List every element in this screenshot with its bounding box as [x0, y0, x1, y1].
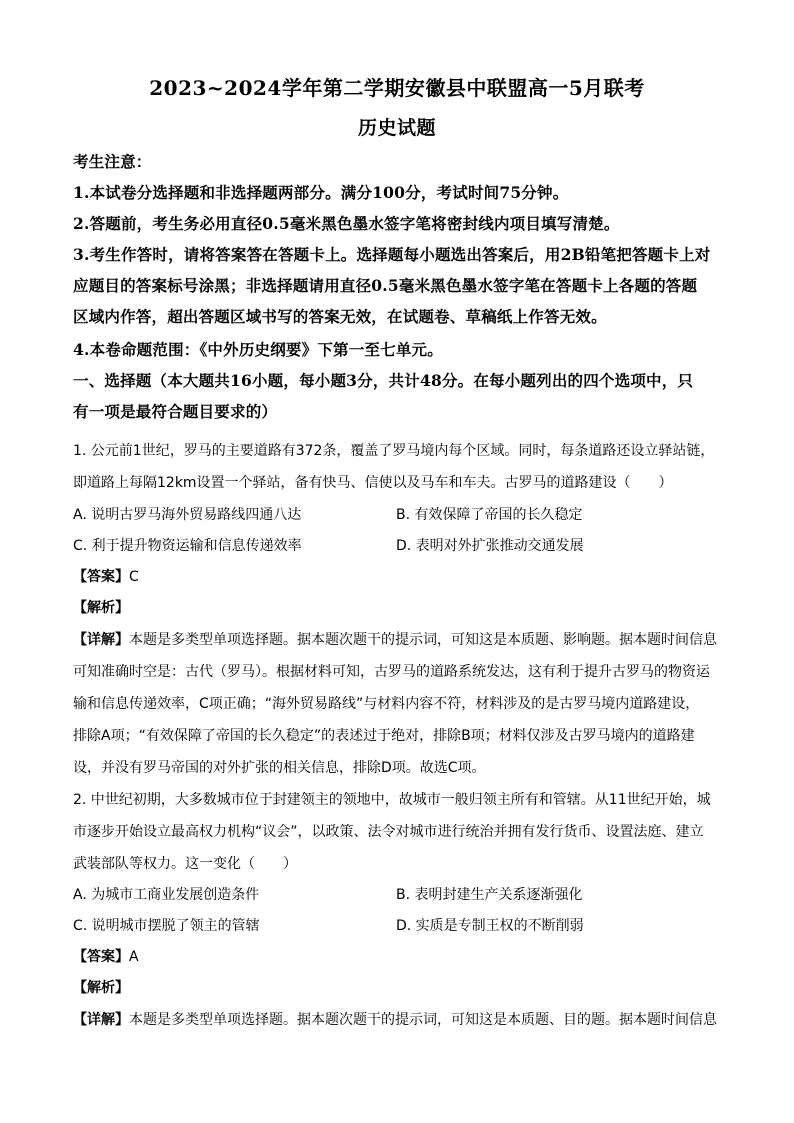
- detail-text: 本题是多类型单项选择题。据本题次题干的提示词，可知这是本质题、影响题。据本题时间信息: [129, 632, 717, 648]
- q2-stem: 市逐步开始设立最高权力机构“议会”，以政策、法令对城市进行统治并拥有发行货币、设置法庭、建立: [73, 824, 704, 840]
- q1-option-a: A. 说明古罗马海外贸易路线四通八达: [73, 507, 302, 523]
- q1-answer: [73, 566, 733, 586]
- q1-detail: 设，并没有罗马帝国的对外扩张的相关信息，排除D项。故选C项。: [73, 760, 486, 776]
- q2-option-b: B. 表明封建生产关系逐渐强化: [396, 887, 583, 903]
- notice-line: 1.本试卷分选择题和非选择题两部分。满分100分，考试时间75分钟。: [73, 183, 569, 202]
- q1-option-c: C. 利于提升物资运输和信息传递效率: [73, 538, 302, 554]
- answer-value: C: [129, 569, 139, 585]
- notice-heading: 考生注意：: [73, 152, 152, 171]
- q2-detail: [73, 1009, 733, 1029]
- notice-line: 区域内作答，超出答题区域书写的答案无效，在试题卷、草稿纸上作答无效。: [73, 307, 607, 326]
- q1-detail: 可知准确时空是：古代（罗马）。根据材料可知，古罗马的道路系统发达，这有利于提升古罗马的物资运: [73, 664, 710, 680]
- q1-stem: 1. 公元前1世纪，罗马的主要道路有372条，覆盖了罗马境内每个区域。同时，每条道路还设立驿站链，: [73, 443, 715, 459]
- detail-label: 【详解】: [73, 632, 129, 648]
- notice-line: 4.本卷命题范围：《中外历史纲要》下第一至七单元。: [73, 340, 443, 359]
- detail-text: 本题是多类型单项选择题。据本题次题干的提示词，可知这是本质题、目的题。据本题时间信息: [129, 1012, 717, 1028]
- exam-subject: 历史试题: [357, 117, 436, 139]
- q1-detail: 排除A项；“有效保障了帝国的长久稳定”的表述过于绝对，排除B项；材料仅涉及古罗马境内的道路建: [73, 728, 695, 744]
- q2-stem: 2. 中世纪初期，大多数城市位于封建领主的领地中，故城市一般归领主所有和管辖。从11世纪开始，城: [73, 792, 711, 808]
- answer-label: 【答案】: [73, 949, 129, 965]
- q1-option-d: D. 表明对外扩张推动交通发展: [396, 538, 584, 554]
- answer-label: 【答案】: [73, 569, 129, 585]
- q2-option-a: A. 为城市工商业发展创造条件: [73, 887, 260, 903]
- detail-label: 【详解】: [73, 1012, 129, 1028]
- notice-line: 2.答题前，考生务必用直径0.5毫米黑色墨水签字笔将密封线内项目填写清楚。: [73, 214, 620, 233]
- notice-line: 应题目的答案标号涂黑；非选择题请用直径0.5毫米黑色墨水签字笔在答题卡上各题的答题: [73, 276, 698, 295]
- q1-detail: [73, 629, 733, 649]
- q1-detail: 输和信息传递效率，C项正确；“海外贸易路线”与材料内容不符，材料涉及的是古罗马境内道路建设，: [73, 696, 700, 712]
- q2-analysis-label: 【解析】: [73, 980, 129, 996]
- q1-analysis-label: 【解析】: [73, 600, 129, 616]
- exam-title: 2023~2024学年第二学期安徽县中联盟高一5月联考: [149, 76, 645, 100]
- section-heading-cont: 有一项是最符合题目要求的）: [73, 402, 278, 421]
- q2-answer: [73, 946, 733, 966]
- notice-line: 3.考生作答时，请将答案答在答题卡上。选择题每小题选出答案后，用2B铅笔把答题卡上对: [73, 245, 711, 264]
- q1-option-b: B. 有效保障了帝国的长久稳定: [396, 507, 583, 523]
- q2-option-d: D. 实质是专制王权的不断削弱: [396, 918, 584, 934]
- q2-option-c: C. 说明城市摆脱了领主的管辖: [73, 918, 260, 934]
- q2-stem: 武装部队等权力。这一变化（ ）: [73, 856, 297, 872]
- q1-stem: 即道路上每隔12km设置一个驿站，备有快马、信使以及马车和车夫。古罗马的道路建设（ ）: [73, 475, 673, 491]
- answer-value: A: [129, 949, 139, 965]
- section-heading: 一、选择题（本大题共16小题，每小题3分，共计48分。在每小题列出的四个选项中，只: [73, 371, 694, 390]
